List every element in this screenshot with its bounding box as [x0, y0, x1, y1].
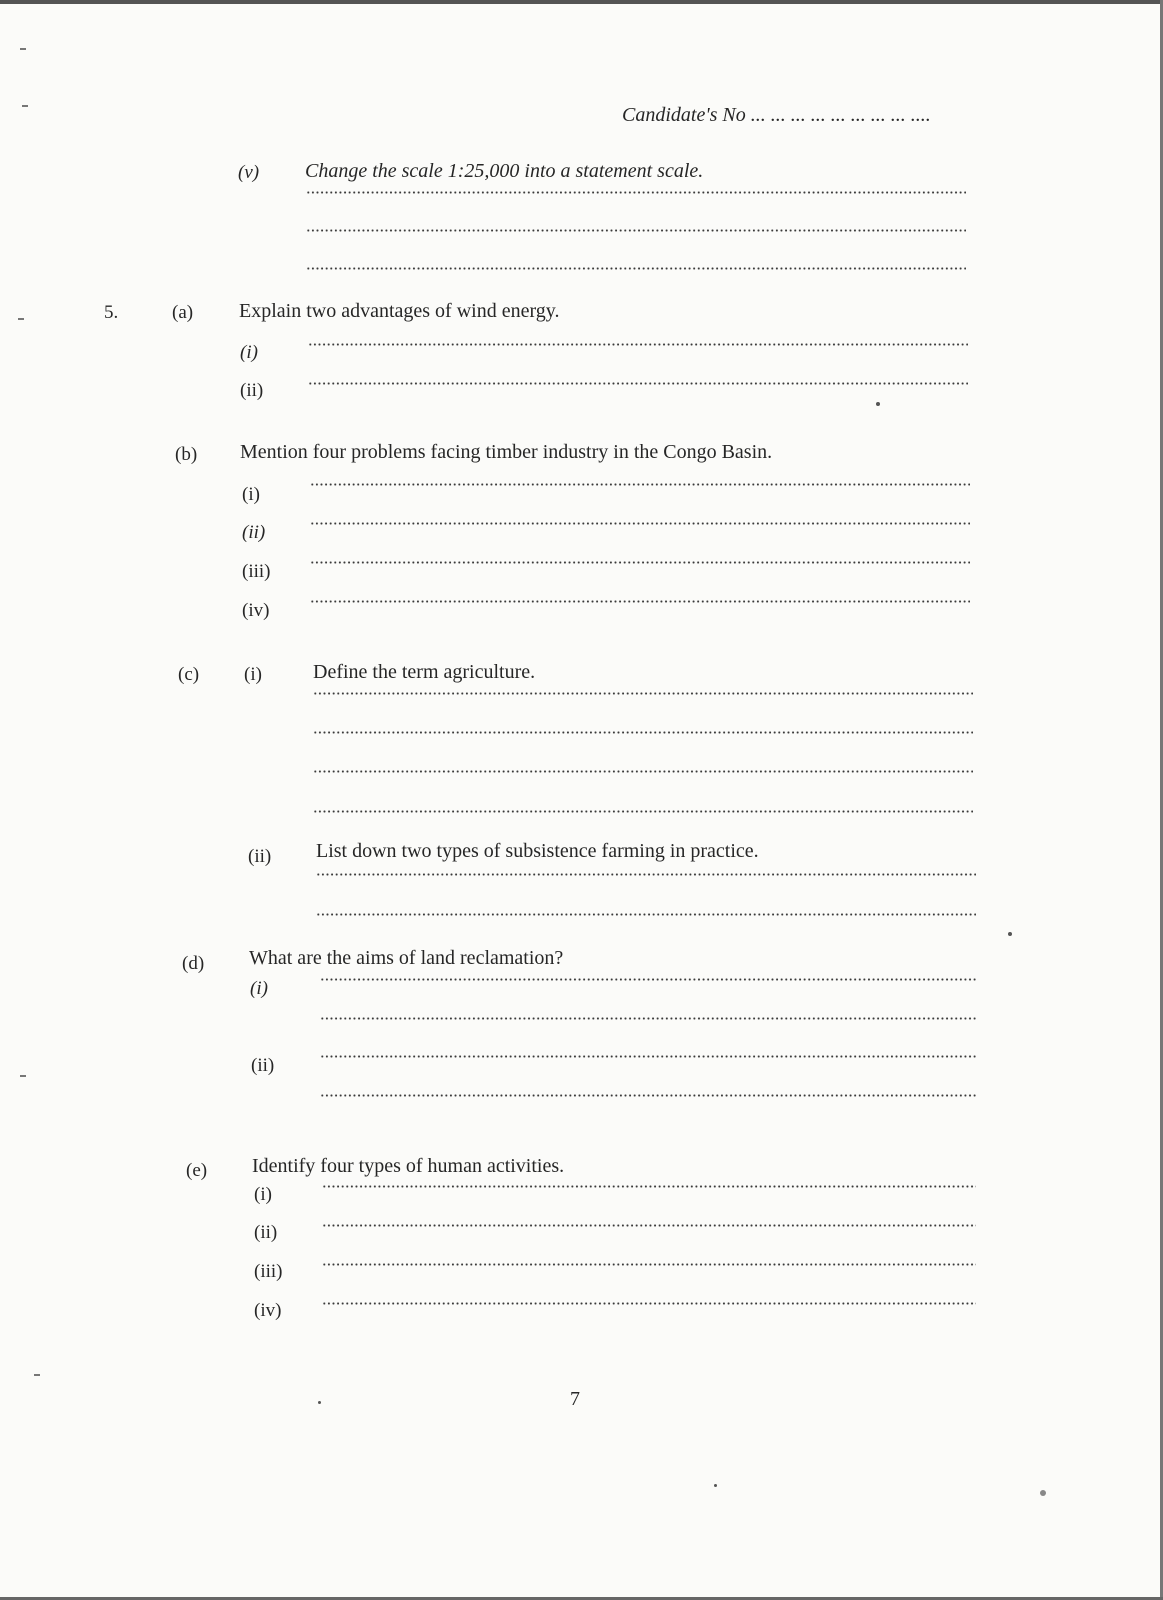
answer-line [320, 1094, 976, 1097]
answer-line [316, 913, 976, 916]
q5c-ii-label: (ii) [248, 846, 272, 867]
scan-mark [20, 1075, 26, 1077]
answer-line [313, 810, 973, 813]
q5e-item-label: (ii) [254, 1222, 278, 1243]
answer-line [322, 1185, 976, 1188]
scan-speck [714, 1484, 717, 1487]
q5d-question: What are the aims of land reclamation? [249, 947, 564, 969]
answer-line [313, 770, 973, 773]
q5b-item-label: (iii) [242, 561, 271, 582]
question-number: 5. [104, 302, 119, 323]
scan-mark [20, 48, 26, 50]
q5d-item-label: (ii) [251, 1055, 275, 1076]
q5b-question: Mention four problems facing timber industry in the Congo Basin. [240, 441, 773, 463]
answer-line [306, 229, 966, 232]
scan-speck [1008, 932, 1012, 936]
q5d-label: (d) [182, 953, 205, 974]
q5a-item-label: (i) [240, 342, 258, 363]
answer-line [320, 1055, 976, 1058]
answer-line [306, 267, 966, 270]
answer-line [322, 1224, 976, 1227]
answer-line [313, 731, 973, 734]
answer-line [308, 382, 968, 385]
scan-edge-top [0, 0, 1163, 4]
q5b-item-label: (ii) [242, 522, 266, 543]
answer-line [320, 1017, 976, 1020]
q5c-label: (c) [178, 664, 200, 685]
q5c-ii-question: List down two types of subsistence farming in practice. [316, 840, 759, 862]
scan-mark [34, 1374, 40, 1376]
scan-mark [22, 105, 28, 107]
q5d-item-label: (i) [250, 978, 268, 999]
q5a-question: Explain two advantages of wind energy. [239, 300, 560, 322]
q4v-question: Change the scale 1:25,000 into a statement scale. [305, 160, 704, 182]
page-number: 7 [570, 1388, 580, 1410]
answer-line [310, 483, 970, 486]
q5b-item-label: (iv) [242, 600, 270, 621]
answer-line [316, 873, 976, 876]
q5c-i-label: (i) [244, 664, 262, 685]
q5e-item-label: (iv) [254, 1300, 282, 1321]
answer-line [313, 692, 973, 695]
answer-line [306, 191, 966, 194]
scan-speck [876, 402, 880, 406]
answer-line [310, 522, 970, 525]
q5e-label: (e) [186, 1160, 208, 1181]
q4v-label: (v) [238, 162, 260, 183]
q5c-i-question: Define the term agriculture. [313, 661, 536, 683]
answer-line [308, 343, 968, 346]
q5a-label: (a) [172, 302, 194, 323]
candidate-number-label: Candidate's No ... ... ... ... ... ... ... ... .... [622, 104, 931, 126]
scan-mark [18, 318, 24, 320]
answer-line [322, 1302, 976, 1305]
answer-line [322, 1263, 976, 1266]
scan-speck [318, 1401, 321, 1404]
q5b-item-label: (i) [242, 484, 260, 505]
q5e-item-label: (i) [254, 1184, 272, 1205]
q5e-question: Identify four types of human activities. [252, 1155, 565, 1177]
answer-line [310, 561, 970, 564]
q5b-label: (b) [175, 444, 198, 465]
answer-line [320, 978, 976, 981]
q5e-item-label: (iii) [254, 1261, 283, 1282]
answer-line [310, 600, 970, 603]
q5a-item-label: (ii) [240, 380, 264, 401]
scan-speck [1040, 1490, 1046, 1496]
